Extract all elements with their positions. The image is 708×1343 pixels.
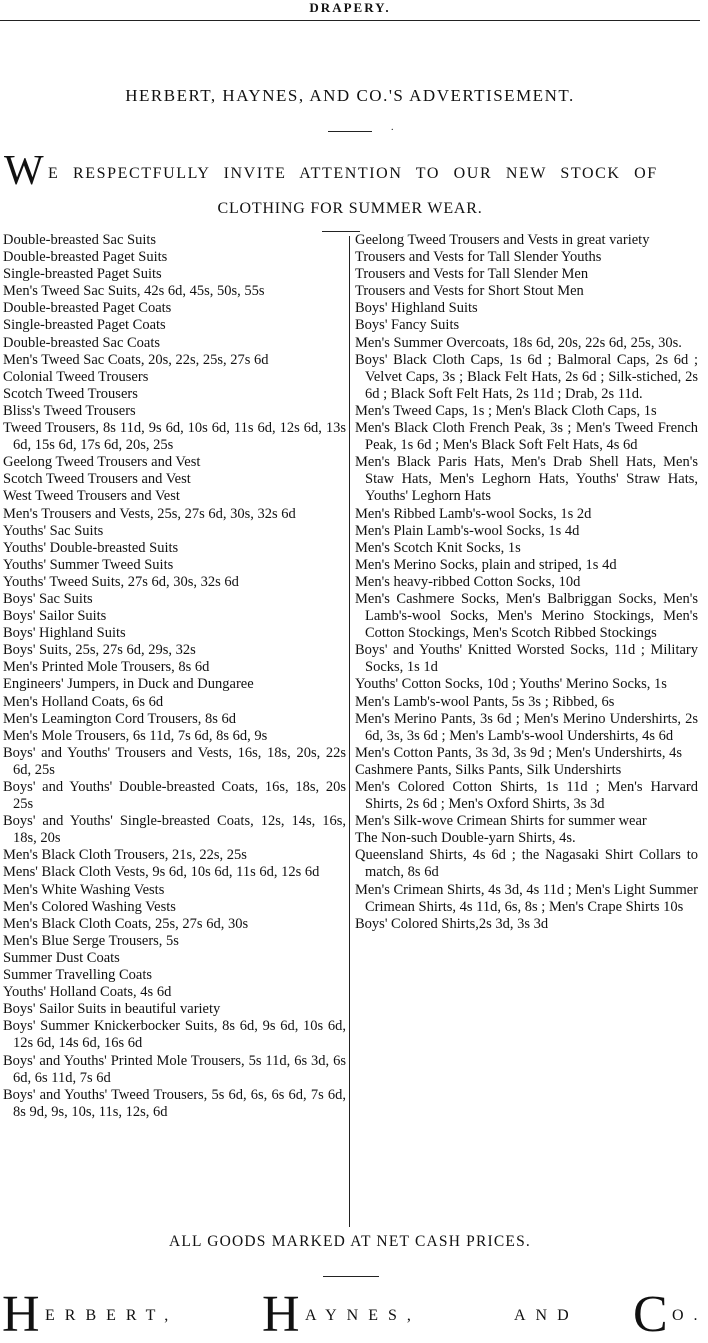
stock-list-item: Men's Silk-wove Crimean Shirts for summer wear	[355, 813, 647, 830]
ornament-rule	[328, 131, 372, 132]
stock-list-item: Men's Crimean Shirts, 4s 3d, 4s 11d ; Men's Light Summer Crimean Shirts, 4s 11d, 6s, 8s ; Men's Crape Shirts 10s	[355, 881, 699, 915]
stock-list-item: Youths' Summer Tweed Suits	[3, 556, 174, 573]
stock-list-item: Boys' Colored Shirts,2s 3d, 3s 3d	[355, 915, 549, 932]
signature	[0, 1286, 708, 1343]
stock-list-item: Trousers and Vests for Short Stout Men	[355, 283, 584, 300]
stock-list-item: Men's Merino Pants, 3s 6d ; Men's Merino Undershirts, 2s 6d, 3s, 3s 6d ; Men's Lamb's-wool Undershirts, 4s 6d	[355, 710, 698, 744]
stock-list-item: Youths' Tweed Suits, 27s 6d, 30s, 32s 6d	[3, 573, 239, 590]
stock-list-item: Boys' Sailor Suits	[3, 608, 107, 625]
stock-list-item: Engineers' Jumpers, in Duck and Dungaree	[3, 676, 254, 693]
stock-list-item: Men's Holland Coats, 6s 6d	[3, 693, 164, 710]
stock-list-item: Men's Tweed Sac Suits, 42s 6d, 45s, 50s, 55s	[3, 283, 265, 300]
stock-list-item: Boys' and Youths' Trousers and Vests, 16s, 18s, 20s, 22s 6d, 25s	[3, 744, 346, 778]
stock-list-item: Men's Tweed Caps, 1s ; Men's Black Cloth Caps, 1s	[355, 402, 657, 419]
stock-list-item: Men's Black Cloth Coats, 25s, 27s 6d, 30s	[3, 915, 249, 932]
stock-list-item: Men's Tweed Sac Coats, 20s, 22s, 25s, 27s 6d	[3, 351, 269, 368]
stock-list-item: Single-breasted Paget Suits	[3, 266, 162, 283]
stock-list-item: Boys' Sac Suits	[3, 590, 93, 607]
stock-list-item: West Tweed Trousers and Vest	[3, 488, 180, 505]
stock-list-item: Mens' Black Cloth Vests, 9s 6d, 10s 6d, 11s 6d, 12s 6d	[3, 864, 320, 881]
cash-prices-note: ALL GOODS MARKED AT NET CASH PRICES.	[169, 1233, 531, 1250]
stock-list-item: Trousers and Vests for Tall Slender Youths	[355, 249, 602, 266]
stock-list-item: Men's Blue Serge Trousers, 5s	[3, 932, 179, 949]
stock-list-item: Men's Black Cloth French Peak, 3s ; Men's Tweed French Peak, 1s 6d ; Men's Black Soft Felt Hats, 4s 6d	[355, 420, 698, 454]
stock-list-item: Boys' Suits, 25s, 27s 6d, 29s, 32s	[3, 642, 196, 659]
signature-cap-h1: H	[2, 1286, 40, 1343]
stock-list-item: Geelong Tweed Trousers and Vest	[3, 454, 201, 471]
stock-list-item: Men's Black Cloth Trousers, 21s, 22s, 25s	[3, 847, 247, 864]
stock-list-item: Bliss's Tweed Trousers	[3, 402, 136, 419]
stock-list-item: Men's White Washing Vests	[3, 881, 165, 898]
stock-list-item: Men's Lamb's-wool Pants, 5s 3s ; Ribbed, 6s	[355, 693, 615, 710]
stock-list-item: Men's Colored Washing Vests	[3, 898, 176, 915]
stock-list-item: Boys' Highland Suits	[355, 300, 478, 317]
stock-list-item: Tweed Trousers, 8s 11d, 9s 6d, 10s 6d, 11s 6d, 12s 6d, 13s 6d, 15s 6d, 17s 6d, 20s, 25s	[3, 420, 346, 454]
stock-list-item: Youths' Holland Coats, 4s 6d	[3, 984, 172, 1001]
stock-list-item: Boys' and Youths' Single-breasted Coats, 12s, 14s, 16s, 18s, 20s	[3, 813, 346, 847]
stock-list-item: Boys' and Youths' Double-breasted Coats, 16s, 18s, 20s 25s	[3, 779, 346, 813]
stock-list-item: Youths' Double-breasted Suits	[3, 539, 179, 556]
section-title: DRAPERY.	[309, 0, 391, 15]
stock-list-item: Boys' and Youths' Knitted Worsted Socks, 11d ; Military Socks, 1s 1d	[355, 642, 698, 676]
stock-list-item: Trousers and Vests for Tall Slender Men	[355, 266, 589, 283]
signature-cap-c: C	[633, 1286, 668, 1343]
footer-rule	[323, 1276, 379, 1277]
stock-list-item: Colonial Tweed Trousers	[3, 368, 149, 385]
right-column	[355, 232, 698, 933]
ornament-dot: .	[391, 122, 394, 133]
stock-list-item: Summer Dust Coats	[3, 949, 120, 966]
page-header	[0, 0, 700, 21]
stock-list-item: Double-breasted Paget Suits	[3, 249, 168, 266]
stock-list-item: Men's Printed Mole Trousers, 8s 6d	[3, 659, 210, 676]
intro-line-1: E RESPECTFULLY INVITE ATTENTION TO OUR NEW STOCK OF	[48, 165, 658, 182]
stock-list-item: Men's Colored Cotton Shirts, 1s 11d ; Men's Harvard Shirts, 2s 6d ; Men's Oxford Shirts, 3s 3d	[355, 779, 698, 813]
stock-list-item: Men's heavy-ribbed Cotton Socks, 10d	[355, 573, 581, 590]
stock-list-item: Boys' Fancy Suits	[355, 317, 460, 334]
stock-list-item: Men's Trousers and Vests, 25s, 27s 6d, 30s, 32s 6d	[3, 505, 296, 522]
stock-list-item: Cashmere Pants, Silks Pants, Silk Undershirts	[355, 761, 622, 778]
stock-list-item: Youths' Cotton Socks, 10d ; Youths' Merino Socks, 1s	[355, 676, 667, 693]
stock-list-item: Men's Merino Socks, plain and striped, 1s 4d	[355, 556, 617, 573]
drop-cap: W	[4, 148, 44, 194]
stock-list-item: Boys' Highland Suits	[3, 625, 126, 642]
stock-list-item: Summer Travelling Coats	[3, 967, 153, 984]
signature-haynes: AYNES,	[305, 1307, 421, 1324]
signature-herbert: ERBERT,	[45, 1307, 179, 1324]
stock-list-item: Geelong Tweed Trousers and Vests in great variety	[355, 232, 650, 248]
stock-list-item: The Non-such Double-yarn Shirts, 4s.	[355, 830, 576, 847]
stock-list-item: Boys' and Youths' Tweed Trousers, 5s 6d, 6s, 6s 6d, 7s 6d, 8s 9d, 9s, 10s, 11s, 12s, 6d	[3, 1086, 346, 1120]
advertisement-title: HERBERT, HAYNES, AND CO.'S ADVERTISEMENT.	[125, 86, 575, 105]
signature-cap-h2: H	[262, 1286, 300, 1343]
stock-list-item: Men's Mole Trousers, 6s 11d, 7s 6d, 8s 6d, 9s	[3, 727, 268, 744]
stock-list-item: Double-breasted Sac Coats	[3, 334, 161, 351]
stock-list-item: Men's Summer Overcoats, 18s 6d, 20s, 22s 6d, 25s, 30s.	[355, 334, 682, 351]
column-divider	[349, 236, 350, 1227]
stock-list-item: Boys' Black Cloth Caps, 1s 6d ; Balmoral Caps, 2s 6d ; Velvet Caps, 3s ; Black Felt Hats, 2s 6d ; Silk-stiched, 2s 6d ; Black Soft Felt Hats, 2s 11d ; Drab, 2s 11d.	[355, 351, 698, 402]
left-column	[3, 232, 346, 1121]
stock-list-item: Boys' Sailor Suits in beautiful variety	[3, 1001, 221, 1018]
signature-co: O.	[672, 1307, 708, 1324]
stock-list-item: Men's Black Paris Hats, Men's Drab Shell Hats, Men's Staw Hats, Men's Leghorn Hats, Youths' Straw Hats, Youths' Leghorn Hats	[355, 454, 698, 505]
stock-list-item: Scotch Tweed Trousers and Vest	[3, 471, 191, 488]
stock-list-item: Scotch Tweed Trousers	[3, 385, 138, 402]
stock-list-item: Single-breasted Paget Coats	[3, 317, 166, 334]
stock-list-item: Men's Scotch Knit Socks, 1s	[355, 539, 521, 556]
stock-list-item: Men's Leamington Cord Trousers, 8s 6d	[3, 710, 237, 727]
stock-list-item: Boys' Summer Knickerbocker Suits, 8s 6d, 9s 6d, 10s 6d, 12s 6d, 14s 6d, 16s 6d	[3, 1018, 346, 1052]
signature-and: AND	[514, 1307, 579, 1324]
intro-line-2: CLOTHING FOR SUMMER WEAR.	[217, 200, 483, 217]
stock-list-item: Men's Plain Lamb's-wool Socks, 1s 4d	[355, 522, 580, 539]
stock-list-item: Queensland Shirts, 4s 6d ; the Nagasaki Shirt Collars to match, 8s 6d	[355, 847, 698, 881]
stock-list-item: Men's Ribbed Lamb's-wool Socks, 1s 2d	[355, 505, 592, 522]
stock-list-item: Men's Cotton Pants, 3s 3d, 3s 9d ; Men's Undershirts, 4s	[355, 744, 683, 761]
stock-list-item: Double-breasted Paget Coats	[3, 300, 172, 317]
stock-list-item: Men's Cashmere Socks, Men's Balbriggan Socks, Men's Lamb's-wool Socks, Men's Merino Stockings, Men's Cotton Stockings, Men's Scotch Ribbed Stockings	[355, 590, 698, 642]
stock-list-item: Youths' Sac Suits	[3, 522, 104, 539]
stock-list-item: Boys' and Youths' Printed Mole Trousers, 5s 11d, 6s 3d, 6s 6d, 6s 11d, 7s 6d	[3, 1052, 346, 1086]
stock-list-item: Double-breasted Sac Suits	[3, 232, 157, 248]
